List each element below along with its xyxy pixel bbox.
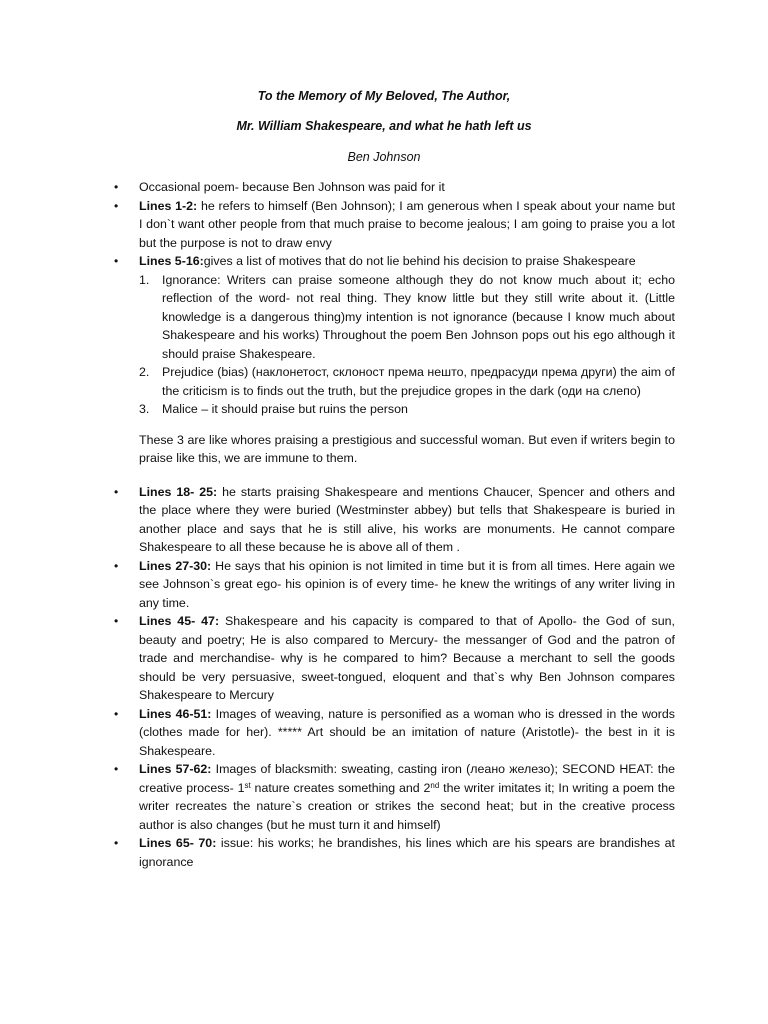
title-line-1: To the Memory of My Beloved, The Author, xyxy=(257,89,511,103)
bullet-label: Lines 57-62: xyxy=(139,762,212,776)
list-item xyxy=(0,834,768,871)
list-item xyxy=(0,612,768,705)
title-line-2: Mr. William Shakespeare, and what he hath left us xyxy=(236,119,532,133)
motive-item xyxy=(0,271,768,364)
list-item xyxy=(0,178,768,197)
motive-text: Malice – it should praise but ruins the person xyxy=(162,402,408,416)
motive-number: 1. xyxy=(139,272,150,287)
motive-number: 3. xyxy=(139,402,150,416)
bullet-icon: • xyxy=(114,614,119,628)
bullet-label: Lines 45- 47: xyxy=(139,614,220,628)
bullet-label: Lines 65- 70: xyxy=(139,836,217,850)
list-item xyxy=(0,252,768,271)
motive-text: Ignorance: Writers can praise someone although they do not know much about it; echo reflection of the word- not real thing. They know little but they still write about it. (Little knowledge is a dangerous thing)my intention is not ignorance (because I know much about Shakespeare and his works) Throughout the poem Ben Johnson pops out his ego although it should praise Shakespeare. xyxy=(162,272,675,361)
motive-number: 2. xyxy=(139,365,150,379)
list-item xyxy=(0,760,768,834)
bullet-icon: • xyxy=(114,762,119,776)
summary-paragraph: These 3 are like whores praising a prestigious and successful woman. But even if writers begin to praise like this, we are immune to them. xyxy=(139,432,675,465)
motives-list xyxy=(0,271,768,419)
bullet-text: Images of blacksmith: sweating, casting iron (леано железо); SECOND HEAT: the creative process- 1 xyxy=(139,762,675,795)
bullet-text: the writer imitates it; In writing a poem the writer recreates the nature`s creation or strikes the second heat; but in the creative process author is also changes (but he must turn it and himself) xyxy=(139,780,675,832)
list-item xyxy=(0,557,768,613)
bullet-text: he starts praising Shakespeare and mentions Chaucer, Spencer and others and the place where they were buried (Westminster abbey) but tells that Shakespeare is buried in another place and says that he is still alive, his works are monuments. He cannot compare Shakespeare to all these because he is above all of them . xyxy=(139,484,675,554)
superscript: st xyxy=(244,780,251,790)
bullet-icon: • xyxy=(114,180,119,194)
list-item xyxy=(0,197,768,253)
bullet-text: Shakespeare and his capacity is compared to that of Apollo- the God of sun, beauty and poetry; He is also compared to Mercury- the messanger of God and the patron of trade and merchandise- why is he compared to him? Because a merchant to sell the goods should be very persuasive, sweet-tongued, eloquent and that`s why Ben Johnson compares Shakespeare to Mercury xyxy=(139,614,675,702)
bullet-label: Lines 46-51: xyxy=(139,706,212,721)
bullet-label: Lines 18- 25: xyxy=(139,484,218,499)
bullet-text: gives a list of motives that do not lie behind his decision to praise Shakespeare xyxy=(203,254,636,268)
superscript: nd xyxy=(430,780,440,790)
bullet-text: nature creates something and 2 xyxy=(250,780,431,795)
list-item xyxy=(0,483,768,557)
motive-item xyxy=(0,400,768,419)
intro-bullet-list xyxy=(0,178,768,271)
bullet-text: He says that his opinion is not limited in time but it is from all times. Here again we see Johnson`s great ego- his opinion is of every time- he knew the writings of any writer living in any time. xyxy=(139,558,676,610)
bullet-icon: • xyxy=(114,198,119,213)
bullet-label: Lines 1-2: xyxy=(139,198,198,213)
bullet-icon: • xyxy=(114,484,119,499)
bullet-text: he refers to himself (Ben Johnson); I am generous when I speak about your name but I don`t want other people from that much praise to become jealous; I am going to praise you a lot but the purpose is not to draw envy xyxy=(139,198,676,250)
bullet-label: Lines 27-30: xyxy=(139,558,212,573)
bullet-text: Occasional poem- because Ben Johnson was paid for it xyxy=(139,180,445,194)
author-name: Ben Johnson xyxy=(347,150,421,164)
bullet-icon: • xyxy=(114,836,119,850)
bullet-icon: • xyxy=(114,558,119,573)
bullet-label: Lines 5-16: xyxy=(139,254,204,268)
document-body xyxy=(0,178,768,871)
lines-bullet-list xyxy=(0,483,768,872)
list-item xyxy=(0,705,768,761)
bullet-text: issue: his works; he brandishes, his lines which are his spears are brandishes at ignorance xyxy=(139,836,675,869)
bullet-text: Images of weaving, nature is personified as a woman who is dressed in the words (clothes made for her). ***** Art should be an imitation of nature (Aristotle)- the best in it is Shakespeare. xyxy=(139,706,676,758)
motive-item xyxy=(0,363,768,400)
motive-text: Prejudice (bias) (наклонетост, склоност према нешто, предрасуди према други) the aim of the criticism is to finds out the truth, but the prejudice gropes in the dark (оди на слепо) xyxy=(162,365,675,398)
bullet-icon: • xyxy=(114,706,119,721)
bullet-icon: • xyxy=(114,254,119,268)
